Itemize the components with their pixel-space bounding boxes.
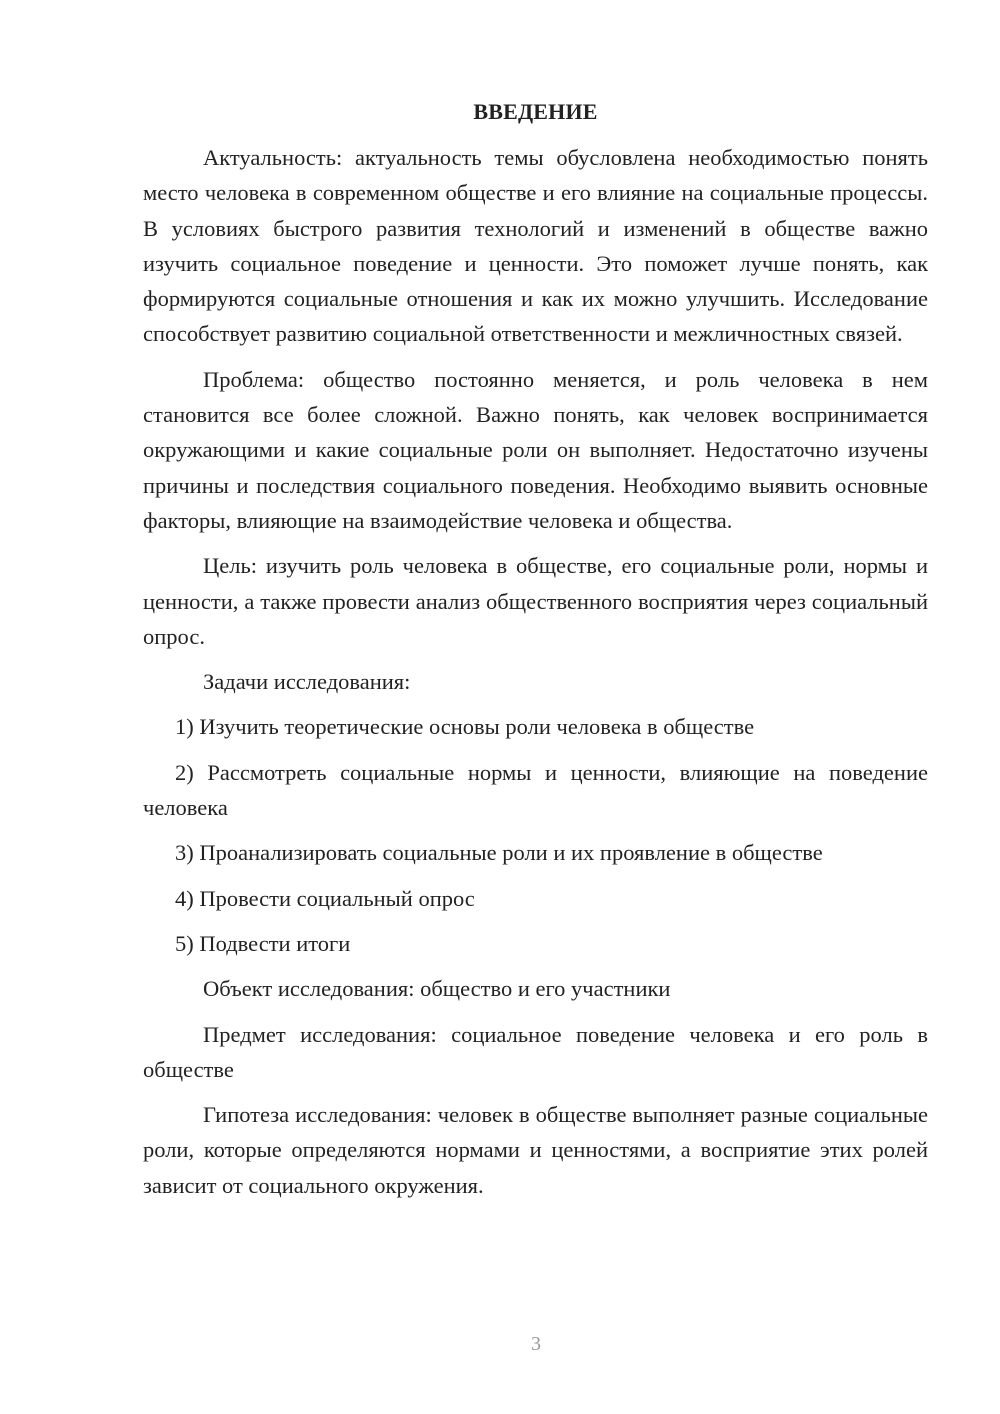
research-subject-paragraph: Предмет исследования: социальное поведение человека и его роль в обществе: [143, 1021, 928, 1082]
hypothesis-paragraph: Гипотеза исследования: человек в обществе выполняет разные социальные роли, которые определяются нормами и ценностями, а восприятие этих ролей зависит от социального окружения.: [143, 1102, 928, 1198]
page-content: [143, 94, 928, 1213]
research-object-paragraph: Объект исследования: общество и его участники: [203, 976, 671, 1002]
task-item-1: 1) Изучить теоретические основы роли человека в обществе: [175, 714, 755, 740]
section-title: ВВЕДЕНИЕ: [473, 99, 598, 124]
page-number: 3: [531, 1333, 541, 1355]
task-item-3: 3) Проанализировать социальные роли и их проявление в обществе: [175, 840, 823, 866]
task-item-5: 5) Подвести итоги: [175, 930, 351, 956]
tasks-heading: Задачи исследования:: [203, 669, 411, 695]
goal-paragraph: Цель: изучить роль человека в обществе, его социальные роли, нормы и ценности, а также провести анализ общественного восприятия через социальный опрос.: [143, 553, 928, 649]
task-item-4: 4) Провести социальный опрос: [175, 885, 475, 911]
task-item-2: 2) Рассмотреть социальные нормы и ценности, влияющие на поведение человека: [143, 759, 928, 821]
problem-paragraph: Проблема: общество постоянно меняется, и роль человека в нем становится все более сложной. Важно понять, как человек воспринимается окружающими и какие социальные роли он выполняет. Недостаточно изучены причины и последствия социального поведения. Необходимо выявить основные факторы, влияющие на взаимодействие человека и общества.: [143, 366, 928, 533]
relevance-paragraph: Актуальность: актуальность темы обусловлена необходимостью понять место человека в современном обществе и его влияние на социальные процессы. В условиях быстрого развития технологий и изменений в обществе важно изучить социальное поведение и ценности. Это поможет лучше понять, как формируются социальные отношения и как их можно улучшить. Исследование способствует развитию социальной ответственности и межличностных связей.: [143, 145, 928, 347]
